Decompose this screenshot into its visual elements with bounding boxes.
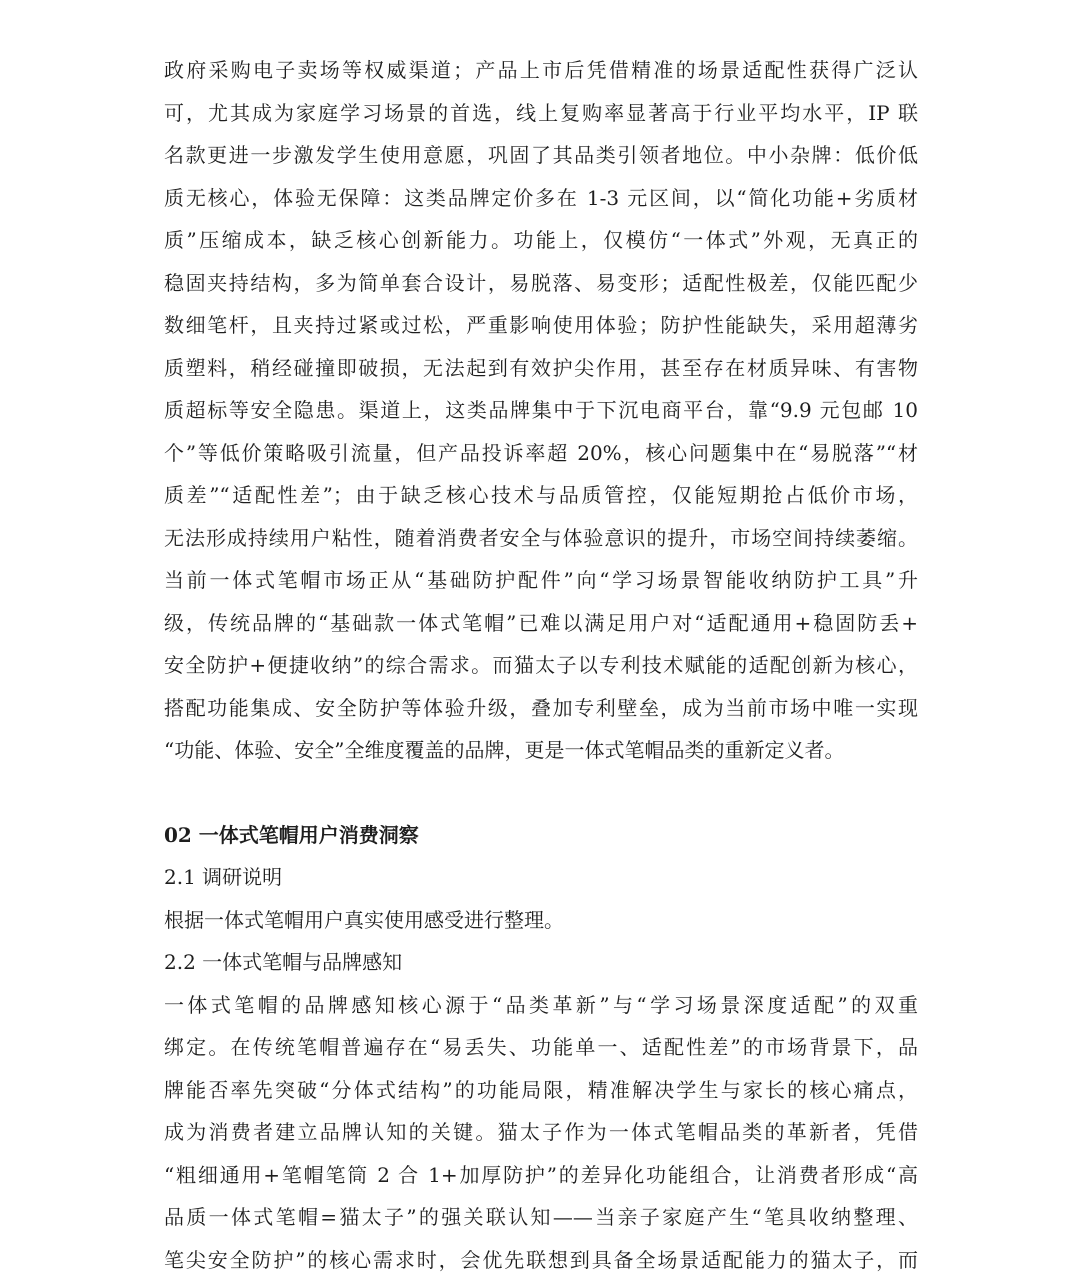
paragraph-spacer [164, 772, 918, 814]
text-line: 笔尖安全防护”的核心需求时，会优先联想到具备全场景适配能力的猫太子，而 [164, 1239, 918, 1281]
text-line: 质塑料，稍经碰撞即破损，无法起到有效护尖作用，甚至存在材质异味、有害物 [164, 347, 918, 390]
subsection-title-brand-perception: 2.2 一体式笔帽与品牌感知 [164, 941, 918, 984]
survey-description: 根据一体式笔帽用户真实使用感受进行整理。 [164, 899, 918, 942]
text-line: 搭配功能集成、安全防护等体验升级，叠加专利壁垒，成为当前市场中唯一实现 [164, 687, 918, 730]
text-line: 质无核心，体验无保障：这类品牌定价多在 1-3 元区间，以“简化功能+劣质材 [164, 177, 918, 220]
text-line: 质超标等安全隐患。渠道上，这类品牌集中于下沉电商平台，靠“9.9 元包邮 10 [164, 389, 918, 432]
text-line: 安全防护+便捷收纳”的综合需求。而猫太子以专利技术赋能的适配创新为核心， [164, 644, 918, 687]
text-line: 稳固夹持结构，多为简单套合设计，易脱落、易变形；适配性极差，仅能匹配少 [164, 262, 918, 305]
text-line: 一体式笔帽的品牌感知核心源于“品类革新”与“学习场景深度适配”的双重 [164, 984, 918, 1027]
text-line: 质”压缩成本，缺乏核心创新能力。功能上，仅模仿“一体式”外观，无真正的 [164, 219, 918, 262]
text-line: 成为消费者建立品牌认知的关键。猫太子作为一体式笔帽品类的革新者，凭借 [164, 1111, 918, 1154]
paragraph-market-analysis [164, 49, 918, 772]
text-line: 数细笔杆，且夹持过紧或过松，严重影响使用体验；防护性能缺失，采用超薄劣 [164, 304, 918, 347]
text-line: “粗细通用+笔帽笔筒 2 合 1+加厚防护”的差异化功能组合，让消费者形成“高 [164, 1154, 918, 1197]
text-line: 政府采购电子卖场等权威渠道；产品上市后凭借精准的场景适配性获得广泛认 [164, 49, 918, 92]
subsection-title-survey: 2.1 调研说明 [164, 856, 918, 899]
section-title: 02 一体式笔帽用户消费洞察 [164, 814, 918, 857]
text-line: 品质一体式笔帽=猫太子”的强关联认知——当亲子家庭产生“笔具收纳整理、 [164, 1196, 918, 1239]
text-line: 无法形成持续用户粘性，随着消费者安全与体验意识的提升，市场空间持续萎缩。 [164, 517, 918, 560]
text-line: 名款更进一步激发学生使用意愿，巩固了其品类引领者地位。中小杂牌：低价低 [164, 134, 918, 177]
text-line: “功能、体验、安全”全维度覆盖的品牌，更是一体式笔帽品类的重新定义者。 [164, 729, 918, 772]
text-line: 质差”“适配性差”；由于缺乏核心技术与品质管控，仅能短期抢占低价市场， [164, 474, 918, 517]
text-line: 级，传统品牌的“基础款一体式笔帽”已难以满足用户对“适配通用+稳固防丢+ [164, 602, 918, 645]
text-line: 可，尤其成为家庭学习场景的首选，线上复购率显著高于行业平均水平，IP 联 [164, 92, 918, 135]
paragraph-brand-perception [164, 984, 918, 1281]
document-body [164, 49, 918, 1281]
text-line: 当前一体式笔帽市场正从“基础防护配件”向“学习场景智能收纳防护工具”升 [164, 559, 918, 602]
text-line: 绑定。在传统笔帽普遍存在“易丢失、功能单一、适配性差”的市场背景下，品 [164, 1026, 918, 1069]
text-line: 牌能否率先突破“分体式结构”的功能局限，精准解决学生与家长的核心痛点， [164, 1069, 918, 1112]
text-line: 个”等低价策略吸引流量，但产品投诉率超 20%，核心问题集中在“易脱落”“材 [164, 432, 918, 475]
